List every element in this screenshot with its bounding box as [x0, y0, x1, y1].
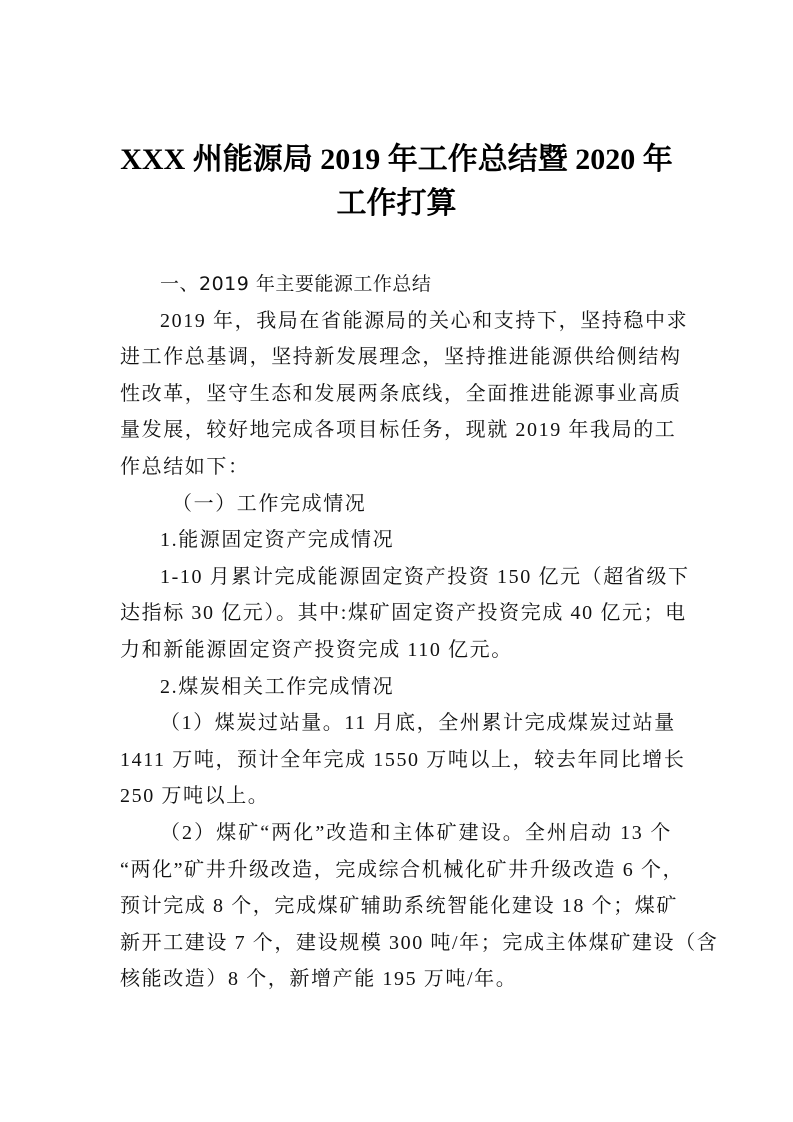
- document-title-line-1: XXX 州能源局 2019 年工作总结暨 2020 年: [120, 143, 673, 176]
- paragraph-line: 达指标 30 亿元）。其中:煤矿固定资产投资完成 40 亿元；电: [120, 602, 687, 625]
- paragraph-line: 性改革，坚守生态和发展两条底线，全面推进能源事业高质: [120, 382, 682, 405]
- item-heading: 1.能源固定资产完成情况: [160, 529, 395, 552]
- paragraph-line: 250 万吨以上。: [120, 785, 270, 808]
- paragraph-line: 作总结如下：: [120, 455, 250, 478]
- paragraph-line: 力和新能源固定资产投资完成 110 亿元。: [120, 638, 513, 661]
- paragraph-line: 新开工建设 7 个，建设规模 300 吨/年；完成主体煤矿建设（含: [120, 931, 719, 954]
- paragraph-line: “两化”矿井升级改造，完成综合机械化矿井升级改造 6 个，: [120, 858, 685, 881]
- document-body: [120, 266, 719, 998]
- document-title-line-2: 工作打算: [336, 187, 457, 220]
- paragraph-line: 1-10 月累计完成能源固定资产投资 150 亿元（超省级下: [160, 565, 690, 588]
- subsection-heading: （一）工作完成情况: [172, 492, 367, 515]
- paragraph-line: 量发展，较好地完成各项目标任务，现就 2019 年我局的工: [120, 419, 677, 442]
- section-heading: 一、2019 年主要能源工作总结: [160, 273, 432, 295]
- paragraph-line: 预计完成 8 个，完成煤矿辅助系统智能化建设 18 个；煤矿: [120, 895, 678, 918]
- paragraph-line: 进工作总基调，坚持新发展理念，坚持推进能源供给侧结构: [120, 346, 682, 369]
- paragraph-line: （2）煤矿“两化”改造和主体矿建设。全州启动 13 个: [160, 821, 672, 844]
- item-heading: 2.煤炭相关工作完成情况: [160, 675, 395, 698]
- paragraph-line: 1411 万吨，预计全年完成 1550 万吨以上，较去年同比增长: [120, 748, 686, 771]
- paragraph-line: 2019 年，我局在省能源局的关心和支持下，坚持稳中求: [160, 309, 689, 332]
- paragraph-line: （1）煤炭过站量。11 月底，全州累计完成煤炭过站量: [160, 712, 676, 735]
- paragraph-line: 核能改造）8 个，新增产能 195 万吨/年。: [120, 968, 518, 991]
